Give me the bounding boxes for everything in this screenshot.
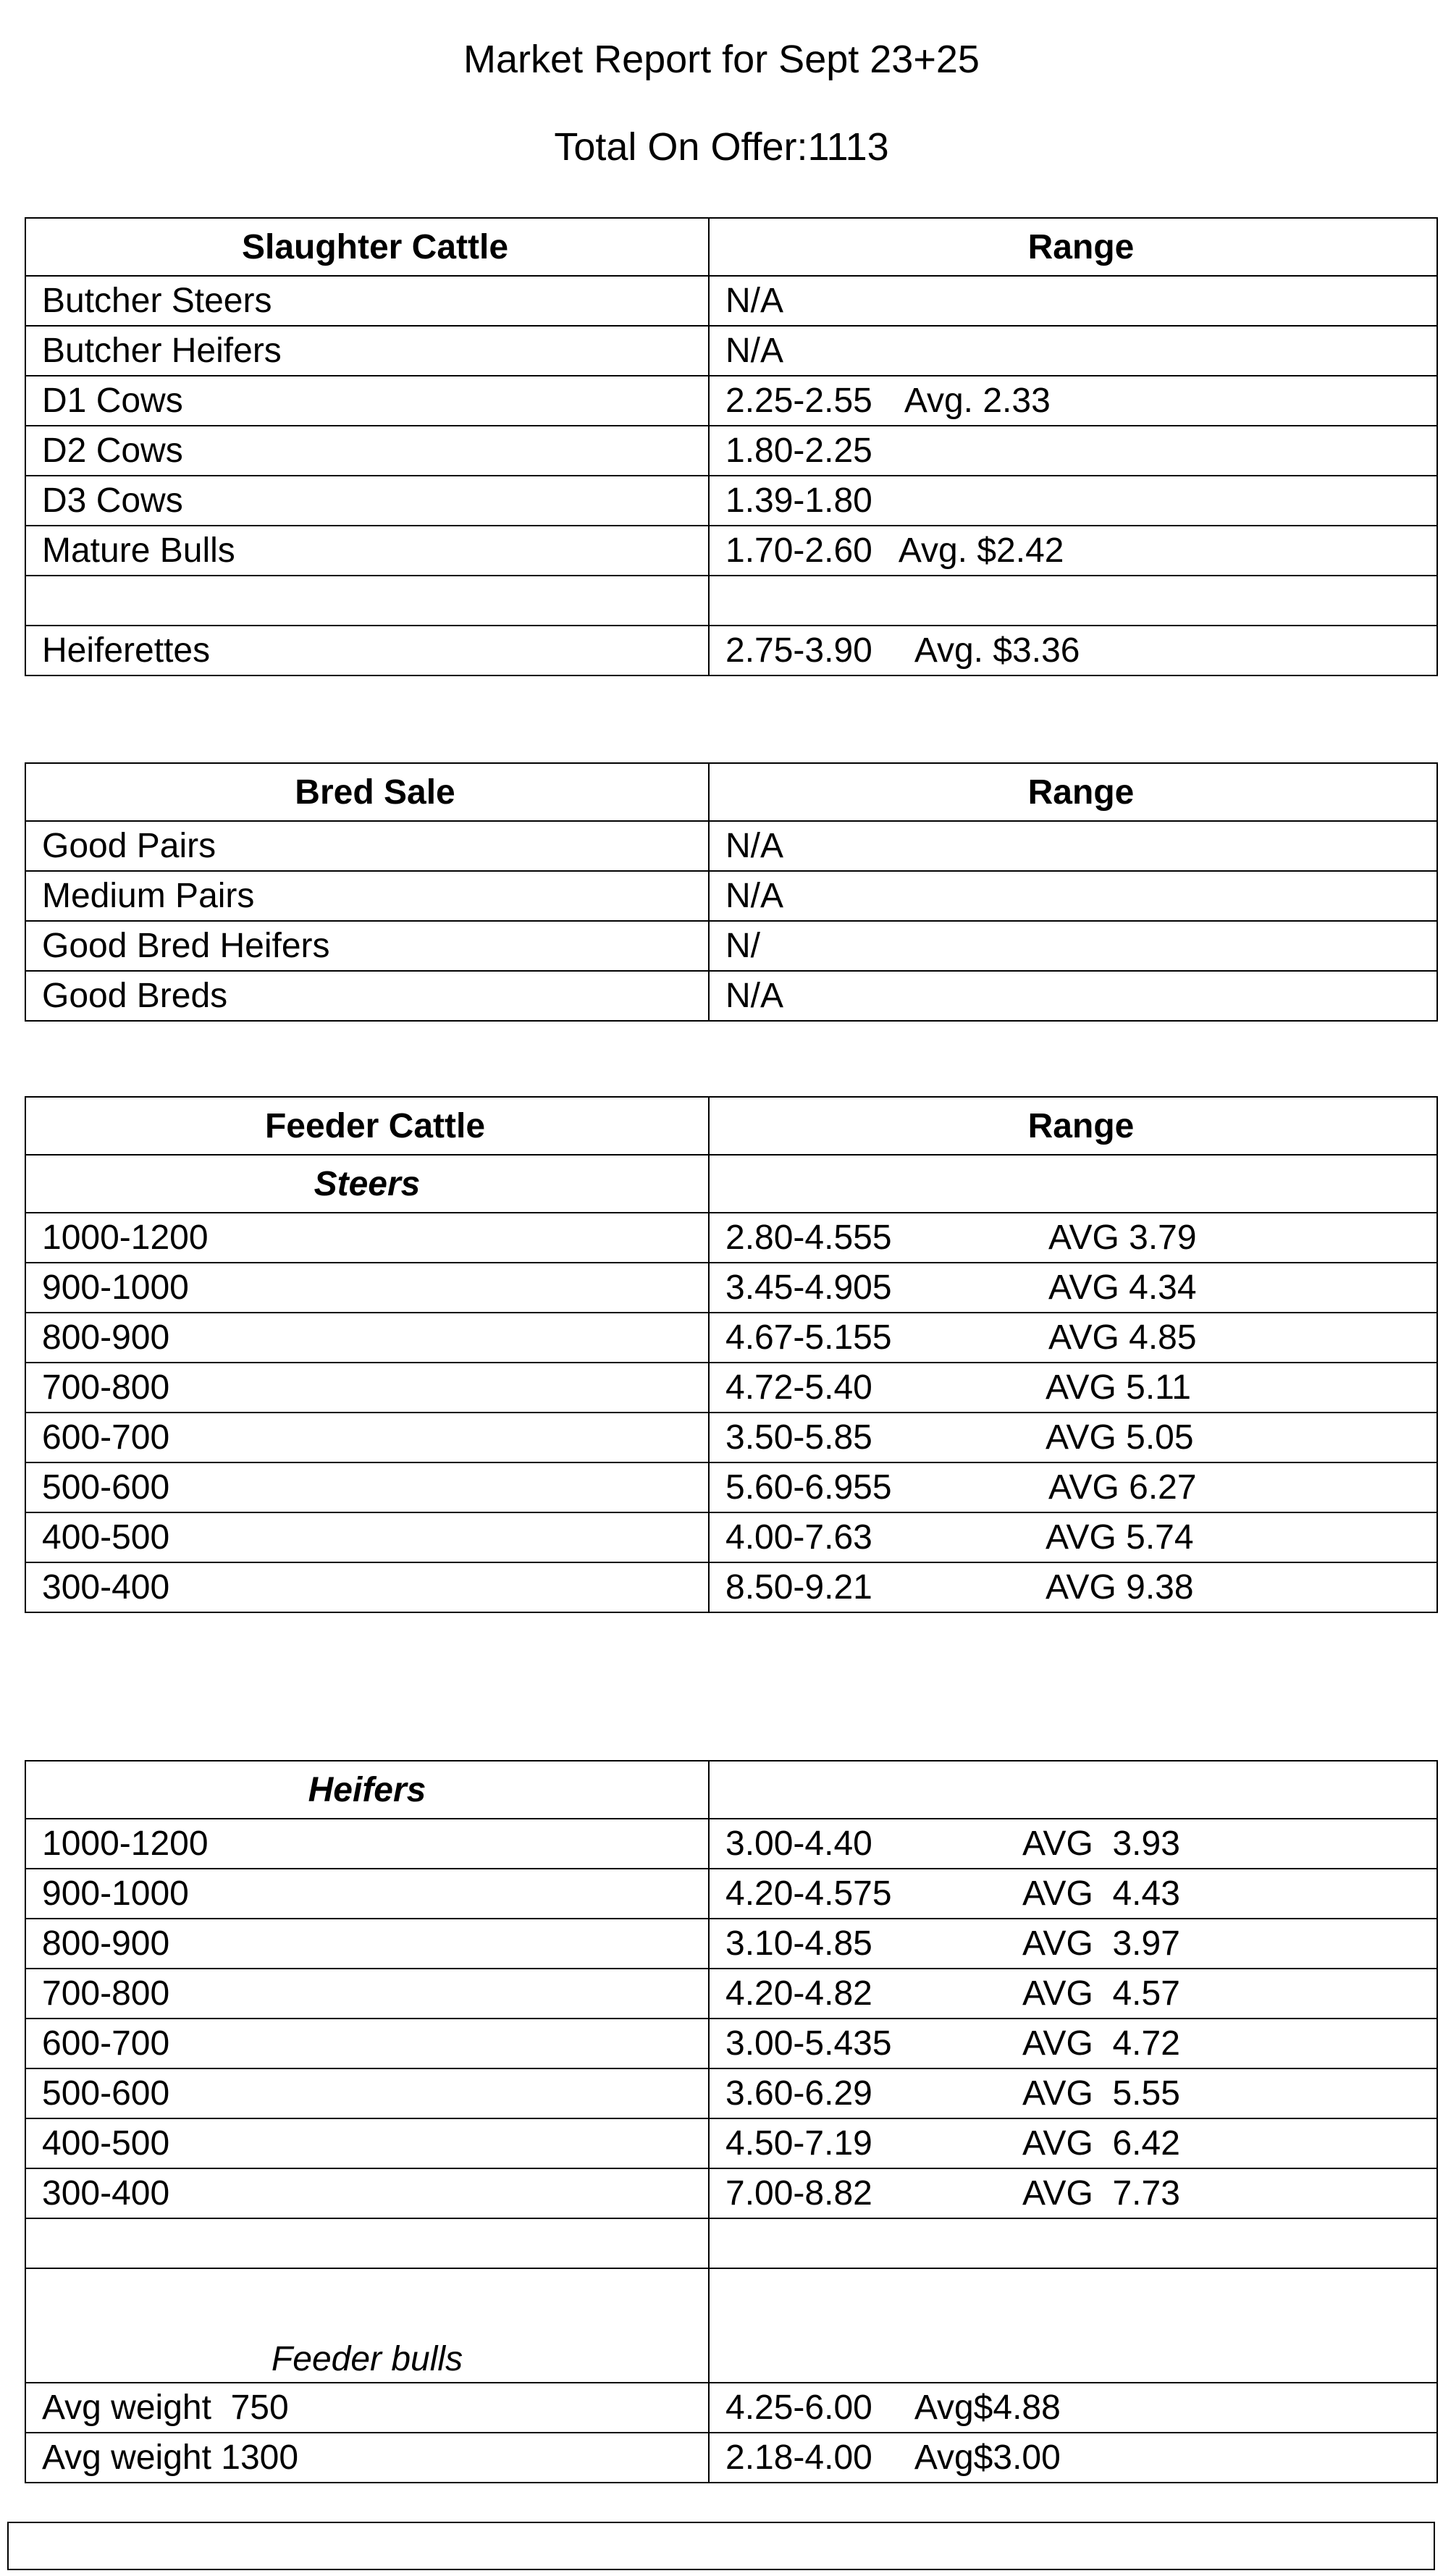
row-weight: Avg weight 750 <box>25 2383 709 2433</box>
table-row <box>25 426 1437 476</box>
empty-footer-box <box>7 2522 1435 2570</box>
heifers-table <box>25 1760 1438 2483</box>
table-row <box>25 921 1437 971</box>
row-weight: 600-700 <box>25 1413 709 1462</box>
row-label: D2 Cows <box>25 426 709 476</box>
table-header-row <box>25 1097 1437 1155</box>
table-row <box>25 276 1437 326</box>
row-range <box>709 626 1437 675</box>
avg-value: AVG 9.38 <box>1046 1568 1194 1607</box>
row-range <box>709 2019 1437 2068</box>
avg-value: AVG 4.72 <box>1022 2024 1180 2063</box>
avg-value: AVG 3.79 <box>1048 1218 1197 1257</box>
range-value: 1.70-2.60 <box>725 531 872 570</box>
heifers-subheader-row <box>25 1761 1437 1819</box>
row-weight: 900-1000 <box>25 1263 709 1313</box>
table-header-row <box>25 218 1437 276</box>
header-range: Range <box>709 763 1437 821</box>
row-weight: 400-500 <box>25 2118 709 2168</box>
row-weight: 900-1000 <box>25 1869 709 1919</box>
row-weight: 1000-1200 <box>25 1213 709 1263</box>
row-weight: 800-900 <box>25 1919 709 1969</box>
row-range <box>709 2433 1437 2483</box>
header-category: Feeder Cattle <box>25 1097 709 1155</box>
range-value: 3.10-4.85 <box>725 1924 872 1963</box>
row-range <box>709 376 1437 426</box>
header-range: Range <box>709 218 1437 276</box>
row-range <box>709 1213 1437 1263</box>
row-range <box>709 276 1437 326</box>
range-value: 4.50-7.19 <box>725 2124 872 2163</box>
range-value: 2.18-4.00 <box>725 2438 872 2477</box>
row-range: N/A <box>709 821 1437 871</box>
range-value: 3.60-6.29 <box>725 2074 872 2113</box>
row-range <box>709 1413 1437 1462</box>
table-row <box>25 1969 1437 2019</box>
range-value: 3.50-5.85 <box>725 1418 872 1457</box>
avg-value: AVG 4.43 <box>1022 1874 1180 1913</box>
heifers-label: Heifers <box>25 1761 709 1819</box>
row-weight: 400-500 <box>25 1512 709 1562</box>
avg-value: AVG 3.97 <box>1022 1924 1180 1963</box>
row-label: Medium Pairs <box>25 871 709 921</box>
range-value: 4.72-5.40 <box>725 1368 872 1407</box>
table-row-empty <box>25 2218 1437 2268</box>
table-row <box>25 2068 1437 2118</box>
avg-value: AVG 4.57 <box>1022 1974 1180 2013</box>
range-value: 5.60-6.955 <box>725 1468 892 1507</box>
feeder-bulls-label: Feeder bulls <box>25 2268 709 2383</box>
range-value: 7.00-8.82 <box>725 2174 872 2213</box>
row-range <box>709 1869 1437 1919</box>
feeder-bulls-subheader-row <box>25 2268 1437 2383</box>
row-label: Good Bred Heifers <box>25 921 709 971</box>
range-value: 2.80-4.555 <box>725 1218 892 1257</box>
table-row <box>25 326 1437 376</box>
row-range: N/ <box>709 921 1437 971</box>
avg-value: Avg. $2.42 <box>898 531 1064 570</box>
empty-cell <box>709 1155 1437 1213</box>
table-row <box>25 1263 1437 1313</box>
table-row <box>25 1919 1437 1969</box>
table-header-row <box>25 763 1437 821</box>
table-row <box>25 871 1437 921</box>
table-row <box>25 1869 1437 1919</box>
row-label <box>25 576 709 626</box>
empty-cell <box>709 2218 1437 2268</box>
row-range <box>709 1919 1437 1969</box>
steers-label: Steers <box>25 1155 709 1213</box>
row-weight: 1000-1200 <box>25 1819 709 1869</box>
empty-cell <box>709 1761 1437 1819</box>
row-label: Good Breds <box>25 971 709 1021</box>
row-weight: 700-800 <box>25 1969 709 2019</box>
row-range: N/A <box>709 871 1437 921</box>
avg-value: Avg$3.00 <box>914 2438 1061 2477</box>
row-label: Heiferettes <box>25 626 709 675</box>
row-range <box>709 2118 1437 2168</box>
total-on-offer: Total On Offer:1113 <box>554 125 889 169</box>
range-value: 2.25-2.55 <box>725 382 872 420</box>
table-row <box>25 1413 1437 1462</box>
avg-value: AVG 6.42 <box>1022 2124 1180 2163</box>
avg-value: AVG 3.93 <box>1022 1824 1180 1863</box>
header-range: Range <box>709 1097 1437 1155</box>
row-range <box>709 1313 1437 1363</box>
table-row <box>25 2433 1437 2483</box>
table-row <box>25 1819 1437 1869</box>
range-value: 1.39-1.80 <box>725 481 872 520</box>
table-row <box>25 971 1437 1021</box>
row-weight: 600-700 <box>25 2019 709 2068</box>
avg-value: AVG 5.05 <box>1046 1418 1194 1457</box>
row-range <box>709 2168 1437 2218</box>
row-range <box>709 1263 1437 1313</box>
row-label: D1 Cows <box>25 376 709 426</box>
avg-value: AVG 5.11 <box>1046 1368 1191 1407</box>
row-label: Butcher Heifers <box>25 326 709 376</box>
row-range <box>709 576 1437 626</box>
feeder-cattle-table <box>25 1096 1438 1613</box>
row-range <box>709 2383 1437 2433</box>
range-value: 4.25-6.00 <box>725 2388 872 2427</box>
row-weight: 500-600 <box>25 2068 709 2118</box>
table-row <box>25 1213 1437 1263</box>
row-range <box>709 2068 1437 2118</box>
row-weight: 300-400 <box>25 1562 709 1612</box>
row-range <box>709 1562 1437 1612</box>
range-value: 4.20-4.82 <box>725 1974 872 2013</box>
table-row <box>25 1363 1437 1413</box>
header-category: Bred Sale <box>25 763 709 821</box>
row-range <box>709 1363 1437 1413</box>
avg-value: Avg$4.88 <box>914 2388 1061 2427</box>
empty-cell <box>25 2218 709 2268</box>
range-value: 3.45-4.905 <box>725 1268 892 1307</box>
table-row <box>25 2019 1437 2068</box>
table-row <box>25 1462 1437 1512</box>
row-weight: 500-600 <box>25 1462 709 1512</box>
table-row <box>25 526 1437 576</box>
row-weight: 700-800 <box>25 1363 709 1413</box>
row-range <box>709 326 1437 376</box>
bred-sale-table <box>25 762 1438 1022</box>
range-value: 4.20-4.575 <box>725 1874 892 1913</box>
table-row <box>25 1562 1437 1612</box>
avg-value: AVG 4.85 <box>1048 1318 1197 1357</box>
row-label: Butcher Steers <box>25 276 709 326</box>
row-range <box>709 1819 1437 1869</box>
avg-value: AVG 5.55 <box>1022 2074 1180 2113</box>
table-row <box>25 2383 1437 2433</box>
row-range <box>709 476 1437 526</box>
avg-value: Avg. $3.36 <box>914 631 1080 670</box>
slaughter-cattle-table <box>25 217 1438 676</box>
table-row <box>25 626 1437 675</box>
row-range <box>709 1512 1437 1562</box>
range-value: 3.00-5.435 <box>725 2024 892 2063</box>
steers-subheader-row <box>25 1155 1437 1213</box>
empty-cell <box>709 2268 1437 2383</box>
range-value: 4.67-5.155 <box>725 1318 892 1357</box>
range-value: N/A <box>725 282 784 320</box>
range-value: 4.00-7.63 <box>725 1518 872 1557</box>
table-row <box>25 2168 1437 2218</box>
row-range <box>709 526 1437 576</box>
table-row <box>25 376 1437 426</box>
range-value: 3.00-4.40 <box>725 1824 872 1863</box>
avg-value: AVG 4.34 <box>1048 1268 1197 1307</box>
range-value: 1.80-2.25 <box>725 432 872 470</box>
table-row <box>25 476 1437 526</box>
avg-value: Avg. 2.33 <box>904 382 1051 420</box>
row-label: Mature Bulls <box>25 526 709 576</box>
row-range: N/A <box>709 971 1437 1021</box>
row-label: D3 Cows <box>25 476 709 526</box>
table-row <box>25 2118 1437 2168</box>
row-weight: 300-400 <box>25 2168 709 2218</box>
avg-value: AVG 6.27 <box>1048 1468 1197 1507</box>
row-range <box>709 426 1437 476</box>
range-value: 8.50-9.21 <box>725 1568 872 1607</box>
table-row <box>25 1512 1437 1562</box>
avg-value: AVG 7.73 <box>1022 2174 1180 2213</box>
header-category: Slaughter Cattle <box>25 218 709 276</box>
row-range <box>709 1969 1437 2019</box>
row-weight: 800-900 <box>25 1313 709 1363</box>
table-row-empty <box>25 576 1437 626</box>
row-range <box>709 1462 1437 1512</box>
table-row <box>25 821 1437 871</box>
range-value: 2.75-3.90 <box>725 631 872 670</box>
avg-value: AVG 5.74 <box>1046 1518 1194 1557</box>
row-weight: Avg weight 1300 <box>25 2433 709 2483</box>
row-label: Good Pairs <box>25 821 709 871</box>
report-title: Market Report for Sept 23+25 <box>463 38 980 81</box>
range-value: N/A <box>725 332 784 370</box>
table-row <box>25 1313 1437 1363</box>
